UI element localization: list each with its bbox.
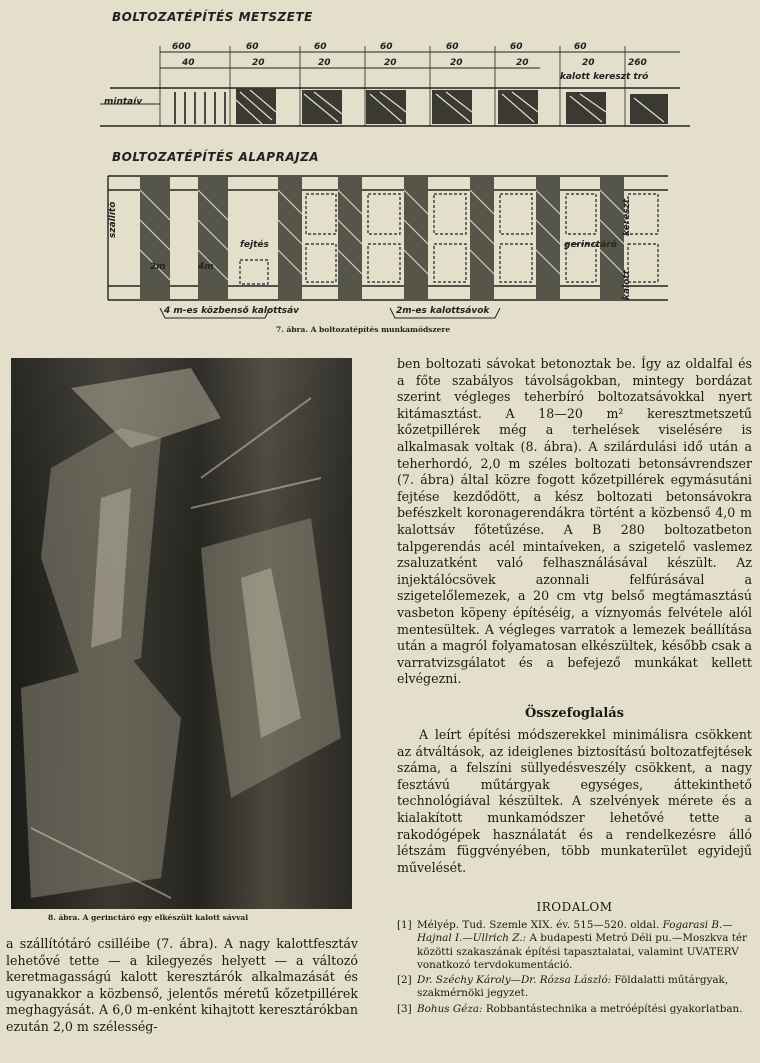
dim-label: 20	[318, 58, 331, 68]
reference-authors: Fogarasi B.—Hajnal I.—Ullrich Z.:	[417, 919, 733, 945]
figure-8-photo	[11, 358, 352, 909]
references-heading: IRODALOM	[536, 900, 613, 914]
caption-text: A gerinctáró egy elkészült kalott sávval	[82, 913, 249, 922]
plan-label-kalott: kalott	[622, 270, 632, 300]
left-column-text	[6, 936, 358, 1036]
dim-label: 60	[510, 42, 523, 52]
paragraph: ben boltozati sávokat betonoztak be. Így az oldalfal és a főte szabályos távolságokban, mintegy bordázat szerint végleges teherbíró boltozatsávokkal nyert kitámasztást. A 18—20 m² keresztmetszetű kőzetpillérek még a terhelések viselésére is alkalmasak voltak (8. ábra). A szilárdulási idő után a teherhordó, 2,0 m széles boltozati betonsávrendszer (7. ábra) által közre fogott kőzetpillérek egymásutáni fejtése kezdődött, a kész boltozati betonsávokra befészkelt koronagerendákra történt a közbenső 4,0 m kalottsáv főtetűzése. A B 280 boltozatbeton talpgerendás acél mintaíveken, a szigetelő vaslemez zsaluzatként való felhasználásával készült. Az injektálócsövek azonnali felfúrásával a szigetelőlemezek, a 20 cm vtg belső megtámasztású vasbeton köpeny építéséig, a víznyomás felvétele alól mentesültek. A végleges varratok a lemezek beállítása után a magról folyamatosan elkészültek, később csak a varratvizsgálatot és a befejező munkákat kellett elvégezni.	[397, 356, 752, 687]
dim-label: 60	[314, 42, 327, 52]
reference-authors: Bohus Géza:	[417, 1002, 483, 1015]
plan-label-szallito: szállító	[108, 201, 118, 238]
figure-7	[0, 0, 760, 345]
dim-label: 60	[446, 42, 459, 52]
references-list	[397, 919, 752, 1018]
plan-label-kereszt: kereszt	[622, 198, 632, 236]
right-column-text	[397, 356, 752, 688]
reference-authors: Dr. Széchy Károly—Dr. Rózsa László:	[417, 974, 612, 987]
plan-title: BOLTOZATÉPÍTÉS ALAPRAJZA	[112, 150, 320, 164]
figure-7-caption	[276, 325, 450, 334]
label-kalott-kereszttaro: kalott kereszt tró	[560, 72, 649, 82]
figure-8-caption	[48, 913, 248, 922]
dim-label: 40	[182, 58, 195, 68]
caption-text: A boltozatépítés munkamódszere	[310, 325, 451, 334]
dim-label: 20	[582, 58, 595, 68]
section-title: BOLTOZATÉPÍTÉS METSZETE	[112, 10, 313, 24]
plan-bottom-right: 2m-es kalottsávok	[396, 306, 490, 316]
dim-label: 60	[380, 42, 393, 52]
summary-heading: Összefoglalás	[524, 706, 624, 721]
dim-label: 20	[450, 58, 463, 68]
plan-label-fejtes: fejtés	[240, 240, 269, 250]
reference-number: [3]	[397, 1002, 412, 1015]
reference-number: [1]	[397, 919, 412, 931]
paragraph: A leírt építési módszerekkel minimálisra csökkent az átváltások, az ideiglenes biztosítású boltozatfejtések száma, a felszíni süllyedésveszély csökkent, a nagy fesztávú műtárgyak egységes, áttekinthető technológiával készültek. A szelvények mérete és a kialakított munkamódszer lehetővé tette a rakodógépek használatát és a rendelkezésre álló létszám függvényében, több munkaterület egyidejű művelését.	[397, 727, 752, 875]
caption-number: 7. ábra.	[276, 325, 308, 334]
reference-item	[397, 1003, 752, 1016]
caption-number: 8. ábra.	[48, 913, 80, 922]
plan-bottom-left: 4 m-es közbenső kalottsáv	[164, 306, 300, 316]
dim-label: 20	[516, 58, 529, 68]
reference-text: Földalatti műtárgyak, szakmérnöki jegyzet.	[417, 974, 729, 1000]
dim-label: 20	[384, 58, 397, 68]
summary-text	[397, 727, 752, 876]
dim-label: 20	[252, 58, 265, 68]
dim-label: 600	[172, 42, 191, 52]
reference-text: Robbantástechnika a metróépítési gyakorlatban.	[485, 1002, 743, 1015]
plan-drawing	[0, 160, 760, 330]
dim-label: 60	[246, 42, 259, 52]
dim-label: 260	[628, 58, 647, 68]
label-mintaiv: mintaív	[104, 97, 143, 107]
plan-label-gerinctaro: gerinctáró	[564, 240, 617, 250]
paragraph: a szállítótáró csilléibe (7. ábra). A nagy kalottfesztáv lehetővé tette — a kilegyezés helyett — a változó keretmagasságú kalott keresztárók alkalmazását és ugyanakkor a közbenső, jelentős méretű kőzetpillérek meghagyását. A 6,0 m-enként kihajtott keresztárókban ezután 2,0 m szélesség-	[6, 936, 358, 1034]
plan-label-2m: 2m	[150, 262, 166, 272]
photo-shapes	[11, 358, 352, 909]
reference-item	[397, 919, 752, 972]
reference-item	[397, 974, 752, 1001]
plan-label-4m: 4m	[198, 262, 214, 272]
reference-extra: A budapesti Metró Déli pu.—Moszkva tér közötti szakaszának építési tapasztalatai, valamint UVATERV vonatkozó tervdokumentáció.	[417, 932, 747, 971]
reference-number: [2]	[397, 974, 412, 987]
reference-text: Mélyép. Tud. Szemle XIX. év. 515—520. oldal.	[417, 919, 660, 931]
dim-label: 60	[574, 42, 587, 52]
